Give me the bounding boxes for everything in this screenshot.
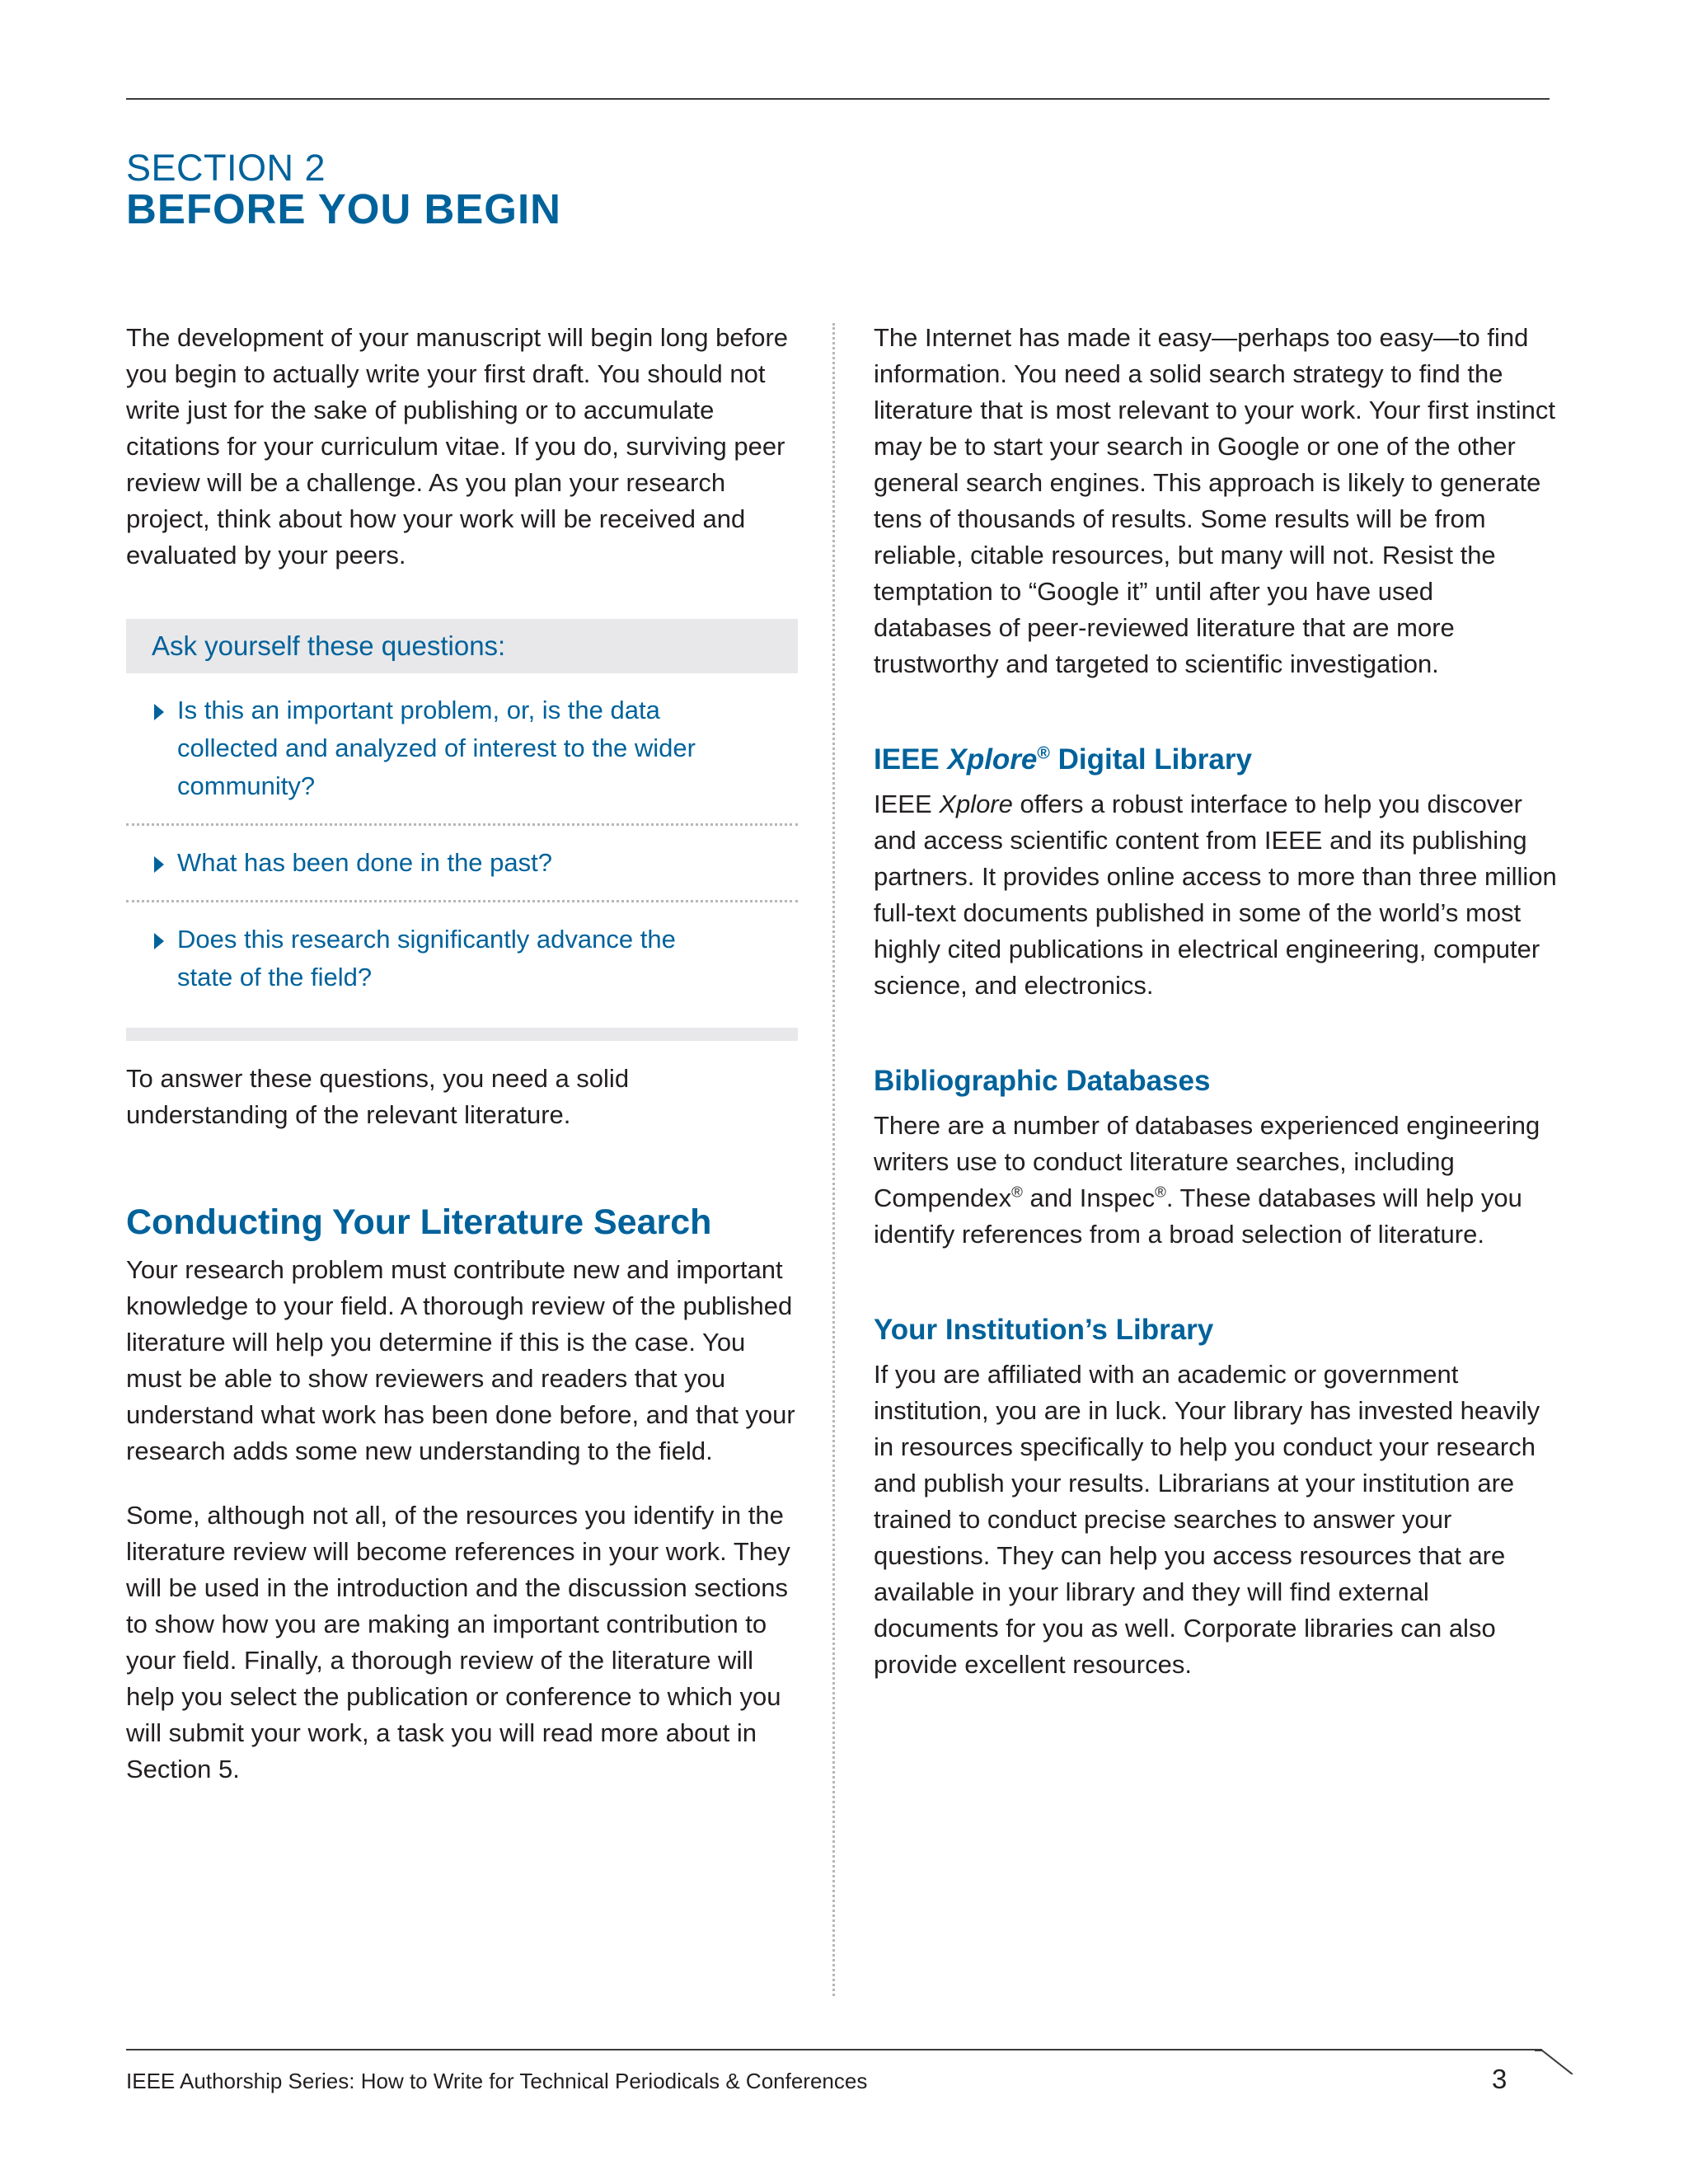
triangle-bullet-icon <box>154 704 164 720</box>
questions-box-title: Ask yourself these questions: <box>126 619 798 673</box>
questions-box <box>126 619 798 1041</box>
after-box-paragraph: To answer these questions, you need a solid understanding of the relevant literature. <box>126 1064 630 1129</box>
xplore-heading: IEEE Xplore® Digital Library <box>874 743 1252 776</box>
right-column <box>874 320 1558 1683</box>
page-number: 3 <box>1492 2064 1507 2094</box>
question-text: What has been done in the past? <box>177 848 552 877</box>
left-column <box>126 320 798 1788</box>
question-item <box>126 826 798 902</box>
question-item <box>126 673 798 826</box>
biblio-paragraph: There are a number of databases experienced engineering writers use to conduct literature searches, including Compendex® and Inspec®. These databases will help you identify references from a broad selection of literature. <box>874 1111 1540 1249</box>
top-rule <box>126 98 1550 100</box>
footer-rule <box>126 2049 1542 2050</box>
question-text: Does this research significantly advance the state of the field? <box>177 925 676 991</box>
lit-search-paragraph-2: Some, although not all, of the resources you identify in the literature review will become references in your work. They will be used in the introduction and the discussion sections to show how you are making an important contribution to your field. Finally, a thorough review of the literature will help you select the publication or conference to which you will submit your work, a task you will read more about in Section 5. <box>126 1501 790 1783</box>
intro-paragraph: The development of your manuscript will begin long before you begin to actually write your first draft. You should not write just for the sake of publishing or to accumulate citations for your curriculum vitae. If you do, surviving peer review will be a challenge. As you plan your research project, think about how your work will be received and evaluated by your peers. <box>126 323 789 569</box>
lit-search-paragraph-1: Your research problem must contribute new and important knowledge to your field. A thorough review of the published literature will help you determine if this is the case. You must be able to show reviewers and readers that you understand what work has been done before, and that your research adds some new understanding to the field. <box>126 1255 795 1465</box>
institution-paragraph: If you are affiliated with an academic or government institution, you are in luck. Your library has invested heavily in resources specifically to help you conduct your research and publish your results. Librarians at your institution are trained to conduct precise searches to answer your questions. They can help you access resources that are available in your library and they will find external documents for you as well. Corporate libraries can also provide excellent resources. <box>874 1360 1540 1679</box>
triangle-bullet-icon <box>154 856 164 873</box>
section-number: SECTION 2 <box>126 147 326 189</box>
question-item <box>126 902 798 1015</box>
page-title: BEFORE YOU BEGIN <box>126 185 561 232</box>
triangle-bullet-icon <box>154 933 164 949</box>
biblio-heading: Bibliographic Databases <box>874 1065 1211 1097</box>
questions-list <box>126 673 798 1015</box>
internet-paragraph: The Internet has made it easy—perhaps too easy—to find information. You need a solid search strategy to find the literature that is most relevant to your work. Your first instinct may be to start your search in Google or one of the other general search engines. This approach is likely to generate tens of thousands of results. Some results will be from reliable, citable resources, but many will not. Resist the temptation to “Google it” until after you have used databases of peer-reviewed literature that are more trustworthy and targeted to scientific investigation. <box>874 323 1556 678</box>
question-text: Is this an important problem, or, is the data collected and analyzed of interest to the wider community? <box>177 696 696 800</box>
questions-box-footer-bar <box>126 1028 798 1041</box>
footer-corner-icon <box>1533 2041 1574 2074</box>
column-divider <box>832 323 835 1996</box>
xplore-paragraph: IEEE Xplore offers a robust interface to help you discover and access scientific content from IEEE and its publishing partners. It provides online access to more than three million full-text documents published in some of the world’s most highly cited publications in electrical engineering, computer science, and electronics. <box>874 790 1557 1000</box>
institution-heading: Your Institution’s Library <box>874 1314 1214 1346</box>
lit-search-heading: Conducting Your Literature Search <box>126 1202 712 1242</box>
footer-series-title: IEEE Authorship Series: How to Write for Technical Periodicals & Conferences <box>126 2069 868 2093</box>
